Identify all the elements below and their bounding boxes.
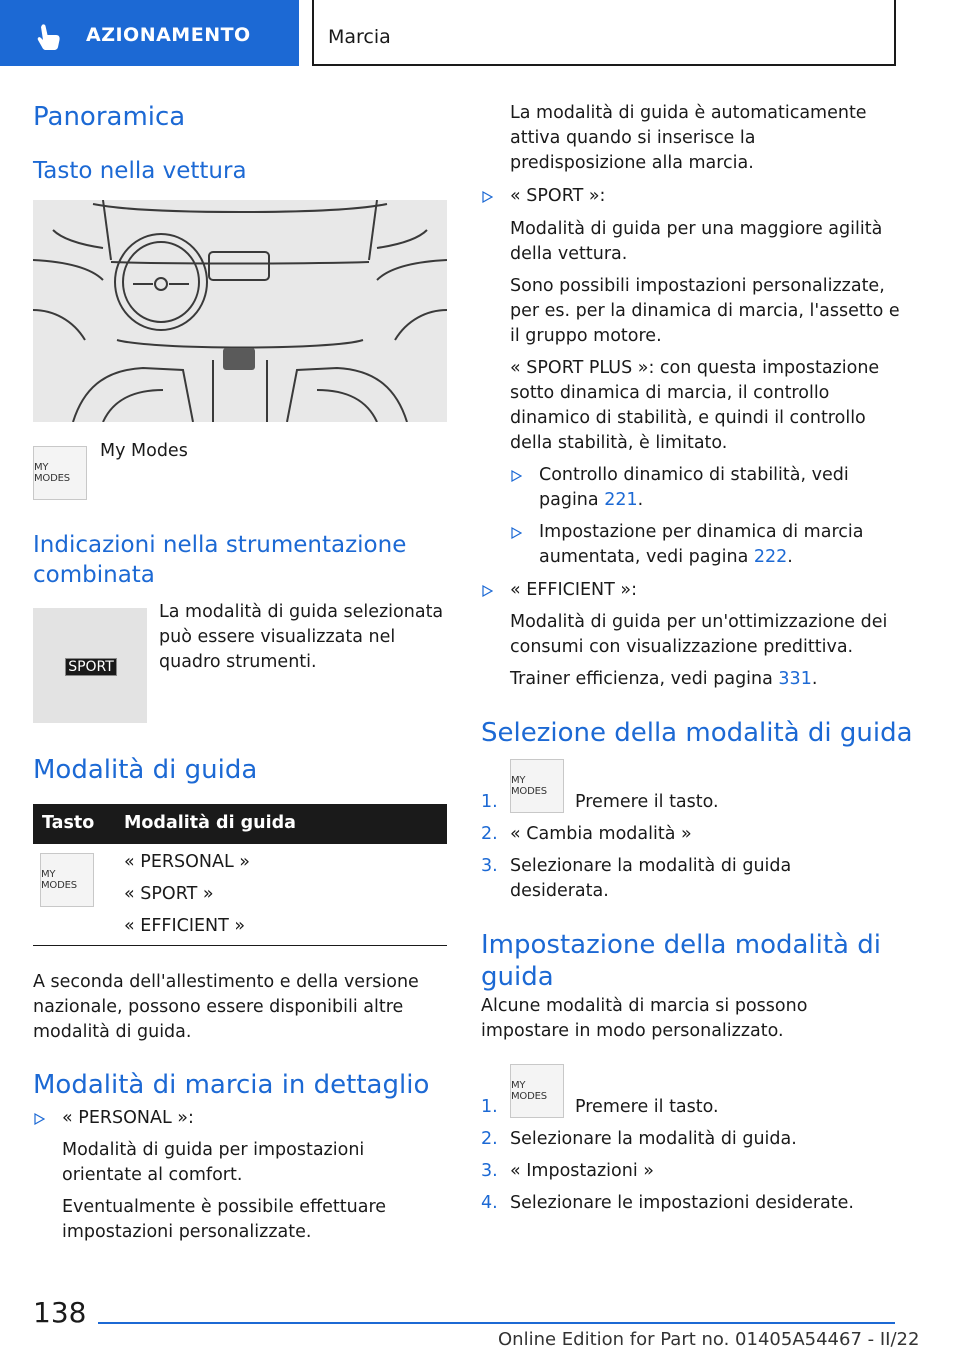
- setting-step-number: 4.: [481, 1193, 498, 1213]
- heading-driving-modes: Modalità di guida: [33, 755, 258, 785]
- bullet-triangle-icon: [481, 585, 493, 597]
- subsection-title: Marcia: [328, 26, 391, 48]
- table-bottom-divider: [33, 945, 447, 946]
- heading-overview: Panoramica: [33, 102, 186, 132]
- sport-custom: Sono possibili impostazioni personalizzate, per es. per la dinamica di marcia, l'assetto e il gruppo motore.: [510, 276, 900, 346]
- my-modes-button-label: MY MODES: [34, 462, 70, 484]
- sub-dynamics-label: Impostazione per dinamica di marcia aumentata, vedi pagina: [539, 522, 864, 567]
- heading-select: Selezione della modalità di guida: [481, 718, 913, 748]
- select-step-text: Selezionare la modalità di guida desiderata.: [510, 856, 792, 901]
- page-link-331[interactable]: 331: [778, 669, 812, 689]
- section-title: AZIONAMENTO: [86, 24, 251, 46]
- modes-table-header: [33, 804, 447, 844]
- subsection-box: [312, 0, 896, 66]
- select-step-text: Premere il tasto.: [575, 792, 719, 812]
- heading-instrument: Indicazioni nella strumentazione combinata: [33, 532, 407, 588]
- table-col-mode: Modalità di guida: [124, 813, 296, 833]
- bullet-triangle-icon: [510, 527, 522, 539]
- setting-my-modes-label: MY MODES: [511, 1080, 547, 1102]
- sub-stability-text: Controllo dinamico di stabilità, vedi pagina 221.: [539, 465, 849, 510]
- setting-step-number: 3.: [481, 1161, 498, 1181]
- footer-edition: Online Edition for Part no. 01405A54467 - II/22: [498, 1329, 920, 1350]
- setting-step-number: 1.: [481, 1097, 498, 1117]
- heading-details: Modalità di marcia in dettaglio: [33, 1070, 430, 1100]
- select-step-number: 2.: [481, 824, 498, 844]
- setting-step-text: « Impostazioni »: [510, 1161, 654, 1181]
- table-my-modes-label: MY MODES: [41, 869, 77, 891]
- sport-desc: Modalità di guida per una maggiore agilità della vettura.: [510, 219, 883, 264]
- sport-display-image: [33, 608, 147, 723]
- car-interior-illustration: [33, 200, 447, 422]
- setting-step-number: 2.: [481, 1129, 498, 1149]
- footer-divider: [98, 1322, 895, 1324]
- table-mode-efficient: « EFFICIENT »: [124, 916, 246, 936]
- personal-desc: Modalità di guida per impostazioni orientate al comfort.: [62, 1140, 365, 1185]
- instrument-text: La modalità di guida selezionata può essere visualizzata nel quadro strumenti.: [159, 602, 444, 672]
- page-link-222[interactable]: 222: [753, 547, 788, 567]
- sub-dynamics-text: Impostazione per dinamica di marcia aumentata, vedi pagina 222.: [539, 522, 864, 567]
- heading-button-in-car: Tasto nella vettura: [33, 158, 247, 184]
- personal-auto-text: La modalità di guida è automaticamente attiva quando si inserisce la predisposizione alla marcia.: [510, 103, 867, 173]
- availability-text: A seconda dell'allestimento e della versione nazionale, possono essere disponibili altre modalità di guida.: [33, 972, 419, 1042]
- bullet-triangle-icon: [33, 1113, 45, 1125]
- heading-setting: Impostazione della modalità di guida: [481, 930, 881, 992]
- table-my-modes-icon: [40, 853, 94, 907]
- page-header: [0, 0, 960, 66]
- sport-title: « SPORT »:: [510, 186, 606, 206]
- personal-extra: Eventualmente è possibile effettuare impostazioni personalizzate.: [62, 1197, 387, 1242]
- setting-step-text: Selezionare la modalità di guida.: [510, 1129, 797, 1149]
- setting-step-text: Premere il tasto.: [575, 1097, 719, 1117]
- section-tab: [0, 0, 299, 66]
- select-step-number: 1.: [481, 792, 498, 812]
- my-modes-button-icon: [33, 446, 87, 500]
- hand-pointer-icon: [34, 22, 64, 52]
- setting-my-modes-icon: [510, 1064, 564, 1118]
- trainer-label: Trainer efficienza, vedi pagina: [510, 669, 779, 689]
- car-interior-drawing: [33, 200, 447, 422]
- my-modes-caption: My Modes: [100, 441, 188, 461]
- trainer-text: Trainer efficienza, vedi pagina 331.: [510, 669, 818, 689]
- personal-title: « PERSONAL »:: [62, 1108, 194, 1128]
- sport-plus: « SPORT PLUS »: con questa impostazione sotto dinamica di marcia, il controllo dinamico di stabilità, e quindi il controllo della stabilità, è limitato.: [510, 358, 880, 453]
- setting-intro: Alcune modalità di marcia si possono impostare in modo personalizzato.: [481, 996, 808, 1041]
- efficient-title: « EFFICIENT »:: [510, 580, 638, 600]
- efficient-desc: Modalità di guida per un'ottimizzazione dei consumi con visualizzazione predittiva.: [510, 612, 888, 657]
- table-mode-personal: « PERSONAL »: [124, 852, 251, 872]
- bullet-triangle-icon: [510, 470, 522, 482]
- setting-step-text: Selezionare le impostazioni desiderate.: [510, 1193, 854, 1213]
- bullet-triangle-icon: [481, 191, 493, 203]
- select-my-modes-label: MY MODES: [511, 775, 547, 797]
- page-number: 138: [33, 1296, 87, 1329]
- sport-display-label: SPORT: [65, 658, 117, 676]
- select-step-number: 3.: [481, 856, 498, 876]
- select-step-text: « Cambia modalità »: [510, 824, 692, 844]
- sub-stability-label: Controllo dinamico di stabilità, vedi pagina: [539, 465, 849, 510]
- table-col-key: Tasto: [42, 813, 95, 833]
- page-link-221[interactable]: 221: [604, 490, 638, 510]
- select-my-modes-icon: [510, 759, 564, 813]
- table-mode-sport: « SPORT »: [124, 884, 214, 904]
